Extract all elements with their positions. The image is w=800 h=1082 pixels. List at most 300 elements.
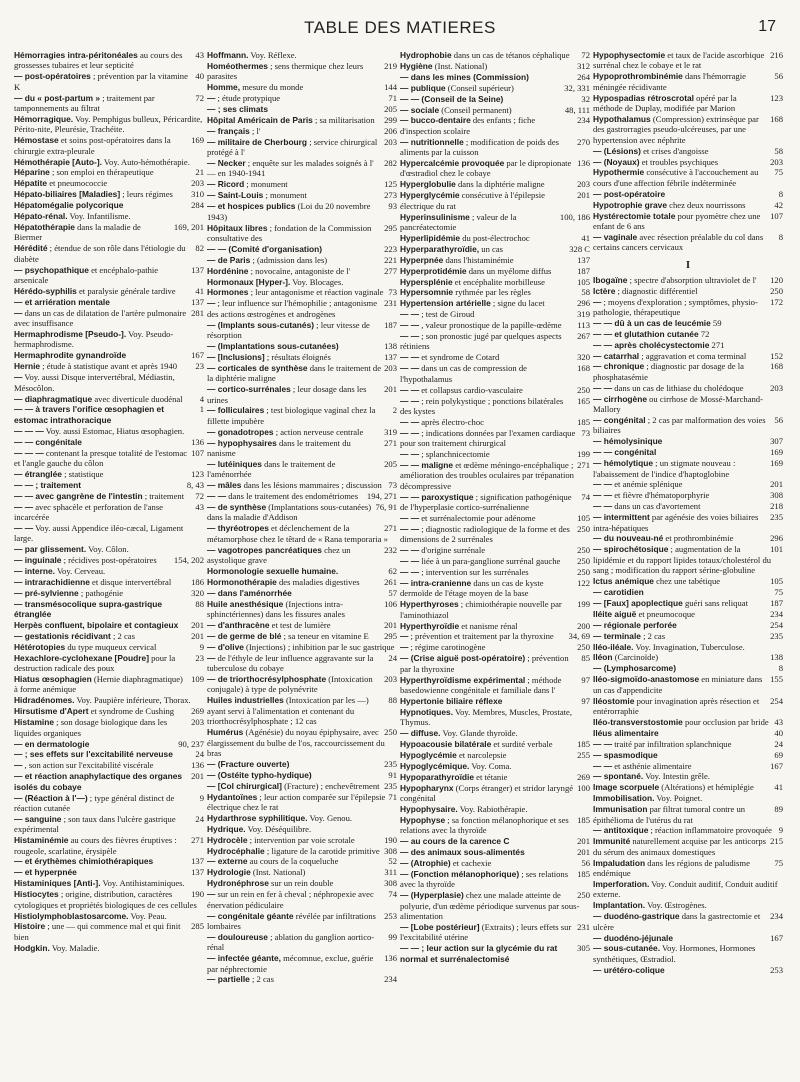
entry-pages: 185 [577, 739, 590, 749]
index-entry [207, 61, 397, 82]
entry-heading: — — maligne [400, 459, 454, 470]
entry-text: ; monument [263, 190, 307, 201]
entry-heading: — duodéno-jéjunale [593, 932, 674, 943]
index-entry [207, 642, 397, 652]
entry-pages: 185 [577, 868, 590, 879]
index-entry [207, 889, 397, 910]
entry-heading: Histoire [14, 921, 46, 932]
entry-pages: 299 [384, 114, 397, 125]
index-entry [400, 212, 590, 233]
entry-heading: Imperforation. [593, 878, 650, 889]
index-entry [400, 83, 590, 93]
entry-text: ; test biologique vaginal chez la fillette impubère [207, 405, 376, 426]
entry-text: en miniature dans un cas d'appendicite [593, 674, 763, 695]
entry-pages: 190 [384, 834, 397, 845]
entry-heading: Histaminiques [Anti-]. [14, 878, 101, 889]
index-entry [207, 781, 397, 791]
entry-heading: — [Faux] apoplectique [593, 597, 683, 608]
entry-text: ; type général distinct de réaction cutanée [14, 792, 175, 813]
entry-heading: — vagotropes pancréatiques [207, 544, 322, 555]
entry-pages: 40 [774, 727, 783, 738]
index-entry [593, 750, 783, 760]
index-entry [593, 71, 783, 92]
entry-heading: Hystérectomie totale [593, 210, 676, 221]
entry-text: révélée par infiltrations lombaires [207, 910, 376, 931]
entry-pages: 201 [577, 847, 590, 858]
index-entry [14, 577, 204, 587]
entry-text: et encéphalite morbilleuse [452, 276, 545, 287]
index-entry [400, 244, 590, 254]
entry-heading: — — congénital [593, 447, 657, 458]
entry-pages: 62 [388, 566, 397, 576]
index-entry [593, 879, 783, 900]
entry-heading: — (Implantations sous-cutanées) [207, 340, 339, 351]
index-entry [593, 696, 783, 717]
entry-heading: Hémorragique. [14, 113, 74, 124]
index-entry [14, 157, 204, 167]
entry-text: ; diagnostic radiologique de la forme et des dimensions de 2 surrénales [400, 523, 570, 545]
entry-heading: Hydarthrose syphilitique. [207, 812, 308, 823]
entry-pages: 41 [195, 285, 204, 296]
index-entry [14, 502, 204, 523]
entry-pages: 144 [384, 82, 397, 93]
entry-heading: — bucco-dentaire [400, 115, 471, 126]
entry-text: Voy. Membres, Muscles, Prostate, Thymus. [400, 706, 572, 728]
entry-text: (Carcinoïde) [612, 652, 659, 663]
entry-heading: — (Implants sous-cutanés) [207, 319, 315, 330]
entry-heading: Hyperprotidémie [400, 265, 467, 276]
entry-pages: 32, 331 [564, 82, 590, 93]
entry-text: ; modification de poids des aliments par la cuisson [400, 136, 559, 158]
entry-pages: 234 [770, 608, 783, 619]
entry-text: après électro-choc [419, 416, 484, 427]
entry-text: et paralysie générale tardive [76, 285, 176, 296]
index-entry [400, 707, 590, 728]
index-entry [400, 599, 590, 620]
index-entry [400, 847, 590, 857]
entry-heading: — — avec gangrène de l'intestin [14, 490, 143, 501]
entry-heading: — par glissement. [14, 544, 87, 555]
entry-pages: 203 [191, 178, 204, 189]
entry-text: Voy. Conduit auditif, Conduit auditif externe. [593, 878, 778, 900]
entry-heading: — de triorthocrésylphosphate [207, 674, 327, 685]
index-entry [207, 835, 397, 845]
entry-pages: 308 [384, 878, 397, 889]
index-entry [400, 642, 590, 652]
entry-heading: Hépatothérapie [14, 222, 75, 232]
entry-heading: Hôpital Américain de Paris [207, 114, 313, 125]
entry-heading: — (Ostéite typho-hydique) [207, 769, 312, 780]
entry-heading: — — dû à un cas de leucémie [593, 317, 711, 328]
entry-pages: 201 [191, 620, 204, 631]
entry-pages: 101 [770, 544, 783, 555]
index-entry [593, 361, 783, 382]
index-entry [14, 480, 204, 490]
index-entry [400, 513, 590, 523]
entry-pages: 234 [770, 911, 783, 922]
entry-heading: — — [14, 522, 34, 533]
entry-heading: Hypoprothrombinémie [593, 71, 683, 82]
entry-pages: 320 [577, 352, 590, 363]
entry-text: , son action sur l'excitabilité viscérale [22, 760, 154, 771]
entry-text: un cas [479, 243, 503, 254]
entry-text: ; enquête sur les malades soignés à l' — en 1940-1941 [207, 158, 374, 179]
entry-pages: 231 [384, 298, 397, 309]
entry-heading: Hépatomégalie polycorique [14, 200, 124, 211]
index-entry [14, 631, 204, 641]
entry-heading: — — [400, 556, 420, 567]
entry-heading: — et arriération mentale [14, 296, 110, 307]
index-entry [14, 361, 204, 371]
entry-pages: 105 [577, 276, 590, 287]
entry-pages: 93 [388, 201, 397, 212]
entry-heading: — sociale [400, 104, 440, 115]
index-entry [14, 404, 204, 425]
index-entry [593, 415, 783, 436]
entry-heading: — (Lésions) [593, 145, 641, 156]
entry-heading: — [207, 889, 216, 900]
entry-text: (Conseil supérieur) [445, 82, 514, 93]
entry-pages: 186 [191, 576, 204, 587]
index-entry [400, 858, 590, 868]
entry-pages: 152 [770, 350, 783, 361]
index-entry [400, 137, 590, 158]
entry-pages: 23 [195, 652, 204, 663]
index-entry [400, 739, 590, 749]
entry-pages: 2 [392, 405, 397, 416]
index-entry [400, 696, 590, 706]
index-entry [593, 793, 783, 803]
entry-pages: 261 [384, 576, 397, 587]
entry-pages: 155 [770, 674, 783, 685]
entry-text: ; origine, distribution, caractères cytologiques et propriétés biologiques de ces cellules [14, 889, 197, 910]
entry-pages: 250 [577, 523, 590, 534]
index-entry [593, 587, 783, 597]
index-entry [14, 760, 204, 770]
index-entry [14, 222, 204, 243]
entry-pages: 203 [384, 362, 397, 373]
index-entry [14, 167, 204, 177]
entry-pages: 232 [384, 544, 397, 555]
entry-heading: — — ; traitement [14, 479, 82, 490]
entry-heading: Hypnotiques. [400, 706, 454, 717]
index-entry [14, 867, 204, 877]
entry-heading: Image scorpuele [593, 782, 660, 793]
entry-text: ; sa teneur en vitamine E [281, 630, 369, 641]
entry-heading: Histiocytes [14, 889, 59, 900]
entry-heading: — publique [400, 82, 446, 93]
entry-text: Voy. Poignet. [654, 793, 703, 804]
entry-heading: — carotidien [593, 587, 644, 597]
index-entry [14, 114, 204, 135]
entry-text: ou cirrhose de Mossé-Marchand-Mallory [593, 393, 763, 415]
index-entry [207, 115, 397, 125]
entry-pages: 250 [577, 545, 590, 556]
entry-text: par le dipropionate d'œstradiol chez le cobaye [400, 158, 572, 179]
index-entry [593, 490, 783, 500]
entry-heading: — [207, 93, 216, 104]
entry-text: ; intervention par voie scrotale [247, 834, 355, 845]
entry-text: ; intervention sur les surrénales [419, 567, 529, 577]
index-entry [400, 804, 590, 814]
index-entry [207, 179, 397, 189]
entry-pages: 282 [384, 158, 397, 169]
entry-heading: Hyperlipidémie [400, 232, 461, 243]
entry-pages: 72 [581, 50, 590, 60]
entry-pages: 219 [384, 60, 397, 71]
entry-text: ; ses relations avec la thyroïde [400, 868, 569, 890]
entry-heading: Hodgkin. [14, 942, 50, 953]
entry-pages: 167 [770, 932, 783, 943]
index-entry [207, 352, 397, 362]
entry-text: 72 [698, 328, 710, 339]
entry-text: ; valeur de la pancréatectomie [400, 211, 517, 232]
index-entry [400, 298, 590, 308]
entry-pages: 24 [388, 652, 397, 663]
entry-pages: 137 [191, 264, 204, 275]
entry-text: , valeur pronostique de la papille-œdème [419, 320, 562, 331]
index-entry [400, 115, 590, 136]
index-entry [14, 717, 204, 738]
entry-heading: Hyperinsulinisme [400, 211, 470, 222]
page-title: TABLE DES MATIERES [304, 18, 496, 37]
entry-text: et déclenchement de la métamorphose chez le têtard de « Rana temporaria » [207, 523, 388, 544]
index-entry [14, 372, 204, 393]
entry-text: Voy. Glande thyroïde. [440, 728, 518, 739]
entry-pages: 9 [199, 641, 204, 652]
entry-heading: Hétérotopies [14, 641, 66, 652]
index-entry [14, 878, 204, 888]
entry-heading: — [Col chirurgical] [207, 780, 282, 791]
index-entry [207, 341, 397, 351]
entry-text: de l'éthyle de leur influence aggravante sur la tuberculose du cobaye [207, 652, 374, 674]
entry-pages: 203 [384, 136, 397, 147]
entry-text: sur un rein en fer à cheval ; néphropexie avec énervation pédiculaire [207, 889, 374, 910]
entry-pages: 88 [195, 598, 204, 609]
entry-heading: Hypothalamus [593, 113, 651, 124]
index-entry [593, 900, 783, 910]
entry-text: et surdité verbale [491, 739, 553, 749]
entry-heading: Iléus alimentaire [593, 727, 659, 738]
entry-heading: Hydrique. [207, 823, 246, 834]
entry-text: ; test de Giroud [419, 309, 475, 320]
entry-pages: 172 [770, 296, 783, 307]
entry-pages: 122 [577, 577, 590, 588]
entry-heading: Ictère [593, 285, 616, 296]
index-entry [593, 146, 783, 156]
entry-text: Voy. Antihistaminiques. [100, 878, 185, 889]
entry-text: (Injections intra-sphinctériennes) dans les fissures anales [207, 598, 345, 620]
index-entry [207, 384, 397, 405]
entry-pages: 4 [199, 393, 204, 404]
entry-pages: 75 [774, 167, 783, 178]
entry-pages: 273 [384, 190, 397, 201]
index-column-3 [400, 50, 590, 1070]
entry-heading: Hypophysaire. [400, 803, 458, 814]
entry-pages: 42 [774, 199, 783, 210]
index-entry [400, 761, 590, 771]
index-entry [207, 932, 397, 953]
index-entry [593, 771, 783, 781]
entry-pages: 89 [774, 804, 783, 815]
entry-heading: — cirrhogène [593, 393, 647, 404]
entry-text: par filtrat tumoral contre un épithélioma de l'utérus du rat [593, 804, 746, 825]
entry-heading: — ; ses climats [207, 104, 268, 115]
index-entry [593, 167, 783, 188]
entry-heading: — hypophysaires [207, 437, 277, 448]
entry-pages: 187 [384, 319, 397, 330]
index-entry [400, 428, 590, 449]
entry-text: ; monument [244, 179, 288, 190]
index-entry [593, 576, 783, 586]
entry-heading: — — [400, 352, 420, 363]
index-entry [207, 277, 397, 287]
entry-pages: 34, 69 [568, 631, 590, 642]
index-entry [207, 50, 397, 60]
entry-heading: — congénital [593, 415, 646, 425]
entry-pages: 235 [384, 758, 397, 769]
entry-text: ; moyens d'exploration ; symptômes, physio-pathologie, thérapeutique [593, 296, 758, 317]
entry-pages: 168 [770, 361, 783, 372]
entry-text: et syndrome de Cotard [419, 352, 500, 363]
entry-heading: — — à travers l'orifice œsophagien et estomac intrathoracique [14, 404, 164, 425]
entry-pages: 235 [770, 512, 783, 523]
entry-pages: 43 [774, 716, 783, 727]
entry-text: pour la destruction radicale des poux [14, 652, 176, 674]
entry-text: du type muqueux cervical [65, 641, 157, 652]
entry-heading: — [593, 296, 602, 307]
entry-heading: Hidradénomes. [14, 695, 75, 706]
entry-text: et fièvre d'hématoporphyrie [612, 490, 710, 501]
index-entry [207, 813, 397, 823]
entry-heading: Hoffmann. [207, 50, 249, 60]
entry-heading: — d'olive [207, 641, 244, 652]
index-entry [593, 329, 783, 339]
entry-heading: — et hyperpnée [14, 867, 77, 878]
index-entry [207, 867, 397, 877]
index-entry [593, 501, 783, 511]
entry-text: mesure du monde [240, 82, 304, 93]
entry-text: dans la maladie de Biermer [14, 222, 141, 243]
index-entry [14, 856, 204, 866]
index-entry [400, 836, 590, 846]
index-entry [207, 878, 397, 888]
entry-heading: — chronique [593, 361, 645, 372]
entry-text: ; sens thermique chez leurs parasites [207, 60, 364, 82]
entry-pages: 100 [577, 782, 590, 793]
entry-heading: Hydrologie [207, 867, 251, 878]
index-entry [593, 275, 783, 285]
entry-heading: — — — [14, 425, 44, 436]
entry-text: ; prévention par la vitamine K [14, 71, 188, 92]
index-entry [400, 50, 590, 60]
entry-heading: — intermittent [593, 512, 650, 523]
entry-heading: — — [400, 395, 420, 406]
entry-pages: 254 [770, 695, 783, 706]
index-entry [14, 566, 204, 576]
index-entry [593, 933, 783, 943]
entry-text: ; traitement [142, 490, 185, 501]
entry-text: consécutive à l'accouchement au cours d'une affection fébrile indéterminée [593, 167, 759, 188]
index-entry [207, 266, 397, 276]
entry-pages: 71 [388, 791, 397, 802]
entry-pages: 105 [770, 576, 783, 587]
entry-heading: — — [593, 738, 613, 749]
entry-text: ; étude à statistique avant et après 1940 [40, 361, 178, 372]
index-entry [400, 750, 590, 760]
index-entry [593, 297, 783, 318]
index-entry [593, 286, 783, 296]
entry-heading: Hyperglobulie [400, 179, 456, 190]
entry-text: ; une — qui commence mal et qui finit bien [14, 921, 181, 942]
entry-text: ; aggravation et coma terminal [639, 350, 747, 361]
entry-heading: — lutéiniques [207, 458, 262, 469]
index-entry [14, 426, 204, 436]
index-entry [14, 921, 204, 942]
entry-heading: — — ; leur action sur la glycémie du rat normal et surrénalectomisé [400, 943, 558, 964]
entry-heading: — de germe de blé [207, 630, 282, 641]
entry-pages: 277 [384, 265, 397, 276]
index-entry [207, 158, 397, 179]
index-entry [400, 890, 590, 921]
entry-text: Voy. Pseudo-hermaphrodisme. [14, 329, 174, 350]
entry-pages: 113 [577, 320, 590, 331]
entry-text: Voy. Paupière inférieure, Thorax. [74, 695, 191, 706]
entry-text: et nanisme rénal [459, 620, 518, 631]
entry-text: Voy. Pemphigus bulleux, Péricardite, Périto-nite, Pleurésie, Trachéite. [14, 113, 203, 135]
entry-pages: 187 [770, 597, 783, 608]
entry-pages: 69 [774, 749, 783, 760]
index-entry [14, 297, 204, 307]
entry-pages: 75 [774, 857, 783, 868]
entry-text: Voy. aussi Appendice iléo-cæcal, Ligament large. [14, 522, 184, 544]
entry-pages: 73 [581, 427, 590, 438]
entry-text: ; splanchnicectomie [419, 449, 490, 460]
entry-pages: 281 [191, 307, 204, 318]
entry-text: et collapsus cardio-vasculaire [419, 384, 523, 395]
entry-heading: Hirsutisme d'Apert [14, 706, 89, 717]
entry-pages: 41 [774, 782, 783, 793]
entry-text: et tétanie [474, 771, 508, 782]
entry-text: et syndrome de Cushing [88, 706, 175, 717]
index-entry [207, 255, 397, 265]
entry-heading: — partielle [207, 974, 250, 985]
index-entry [593, 782, 783, 792]
entry-pages: 23 [195, 361, 204, 372]
entry-text: (Intoxication par les —) ayant servi à l'alimentation et contenant du triorthocrésylphosphate ; 12 cas [207, 695, 369, 727]
entry-heading: Hypersomnie [400, 287, 454, 298]
entry-heading: — spontané. [593, 771, 644, 782]
entry-heading: — — [400, 384, 420, 395]
entry-pages: 9 [778, 825, 783, 836]
entry-pages: 284 [191, 200, 204, 211]
entry-heading: — douloureuse [207, 931, 268, 942]
entry-heading: — des animaux sous-alimentés [400, 847, 525, 858]
index-entry [400, 492, 590, 513]
entry-text: ; leur action comparée sur l'épilepsie électrique chez le rat [207, 791, 386, 812]
entry-heading: Hémorragies intra-péritonéales [14, 50, 138, 60]
index-entry [593, 436, 783, 446]
entry-pages: 48, 111 [564, 104, 590, 115]
entry-text: ; statistique [61, 468, 104, 479]
entry-text: 59 [710, 317, 722, 328]
entry-heading: Iléon [593, 652, 613, 663]
entry-heading: — — [207, 491, 227, 502]
entry-text: ; récidives post-opératoires [61, 555, 157, 566]
entry-text: pour invagination après résection et entérorraphie [593, 695, 760, 716]
entry-text: dans un cas de lithiase du cholédoque [612, 382, 744, 393]
entry-text: (Intoxication conjugale) à type de polynévrite [207, 674, 373, 695]
